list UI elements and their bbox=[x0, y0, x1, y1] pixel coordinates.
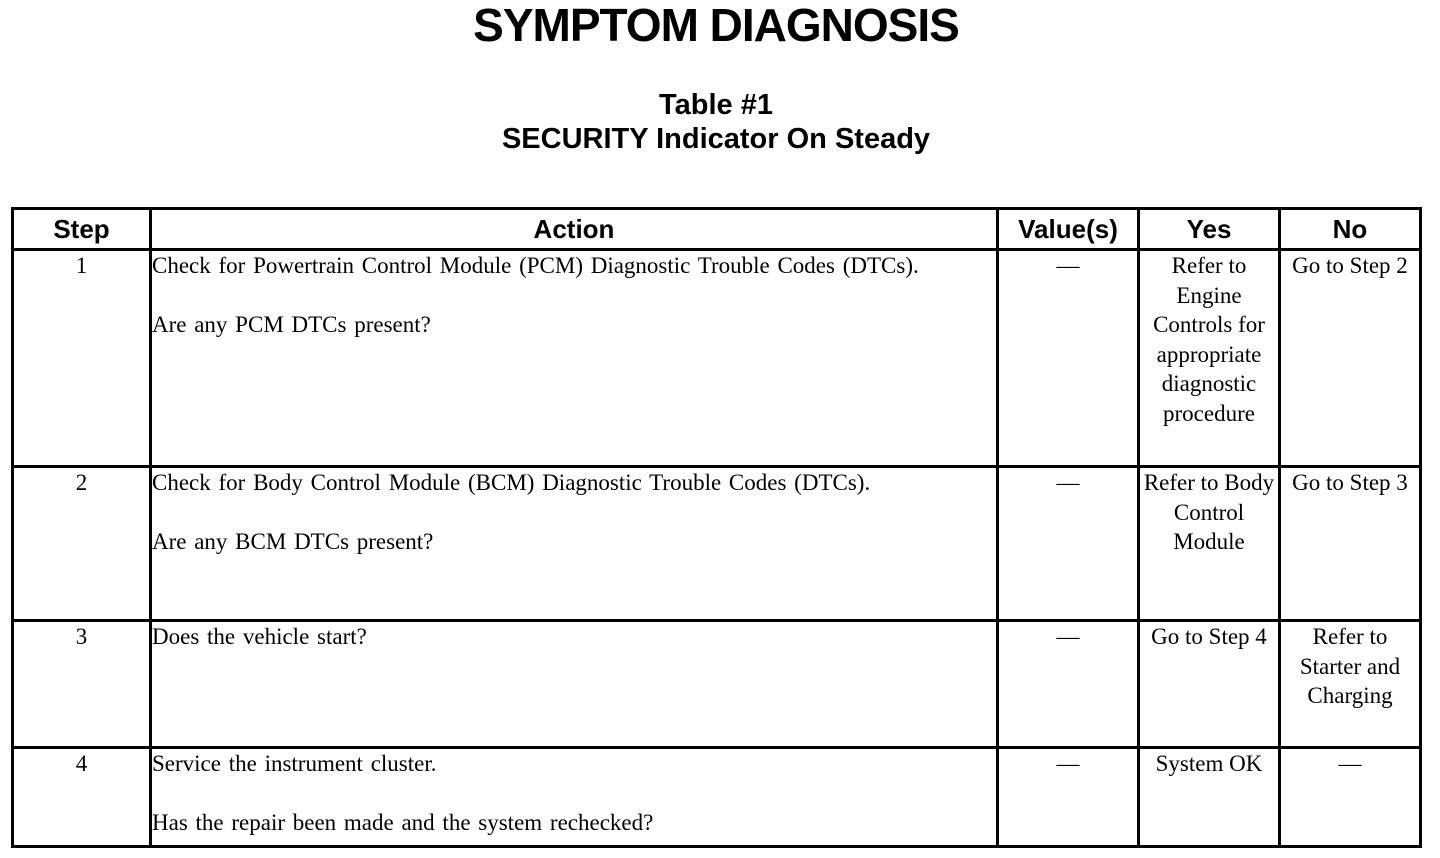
header-action: Action bbox=[151, 209, 998, 250]
action-cell bbox=[151, 748, 998, 847]
header-step: Step bbox=[13, 209, 151, 250]
table-title: SECURITY Indicator On Steady bbox=[501, 123, 931, 155]
no-cell: Go to Step 3 bbox=[1280, 467, 1421, 621]
header-values: Value(s) bbox=[998, 209, 1139, 250]
action-question: Are any BCM DTCs present? bbox=[152, 528, 434, 554]
no-cell: Go to Step 2 bbox=[1280, 250, 1421, 467]
page-title: SYMPTOM DIAGNOSIS bbox=[473, 0, 959, 51]
action-text: Does the vehicle start? bbox=[152, 624, 367, 649]
action-text: Service the instrument cluster. bbox=[152, 751, 437, 776]
action-text: Check for Body Control Module (BCM) Diagnostic Trouble Codes (DTCs). bbox=[152, 470, 871, 495]
table-row bbox=[13, 621, 1421, 748]
step-number: 2 bbox=[13, 467, 151, 621]
table-row bbox=[13, 250, 1421, 467]
action-cell bbox=[151, 467, 998, 621]
value-cell: — bbox=[998, 748, 1139, 847]
step-number: 1 bbox=[13, 250, 151, 467]
yes-cell: Go to Step 4 bbox=[1139, 621, 1280, 748]
value-cell: — bbox=[998, 621, 1139, 748]
header-yes: Yes bbox=[1139, 209, 1280, 250]
symptom-diagnosis-table bbox=[11, 207, 1422, 848]
step-number: 4 bbox=[13, 748, 151, 847]
yes-cell: Refer to Body Control Module bbox=[1139, 467, 1280, 621]
yes-cell: Refer to Engine Controls for appropriate diagnostic procedure bbox=[1139, 250, 1280, 467]
table-row bbox=[13, 467, 1421, 621]
table-header-row bbox=[13, 209, 1421, 250]
header-no: No bbox=[1280, 209, 1421, 250]
action-cell bbox=[151, 621, 998, 748]
no-cell: Refer to Starter and Charging bbox=[1280, 621, 1421, 748]
yes-cell: System OK bbox=[1139, 748, 1280, 847]
step-number: 3 bbox=[13, 621, 151, 748]
value-cell: — bbox=[998, 467, 1139, 621]
no-cell: — bbox=[1280, 748, 1421, 847]
value-cell: — bbox=[998, 250, 1139, 467]
action-question: Has the repair been made and the system rechecked? bbox=[152, 809, 654, 835]
action-cell bbox=[151, 250, 998, 467]
table-row bbox=[13, 748, 1421, 847]
action-question: Are any PCM DTCs present? bbox=[152, 311, 431, 337]
table-number: Table #1 bbox=[659, 89, 773, 121]
action-text: Check for Powertrain Control Module (PCM) Diagnostic Trouble Codes (DTCs). bbox=[152, 253, 919, 278]
